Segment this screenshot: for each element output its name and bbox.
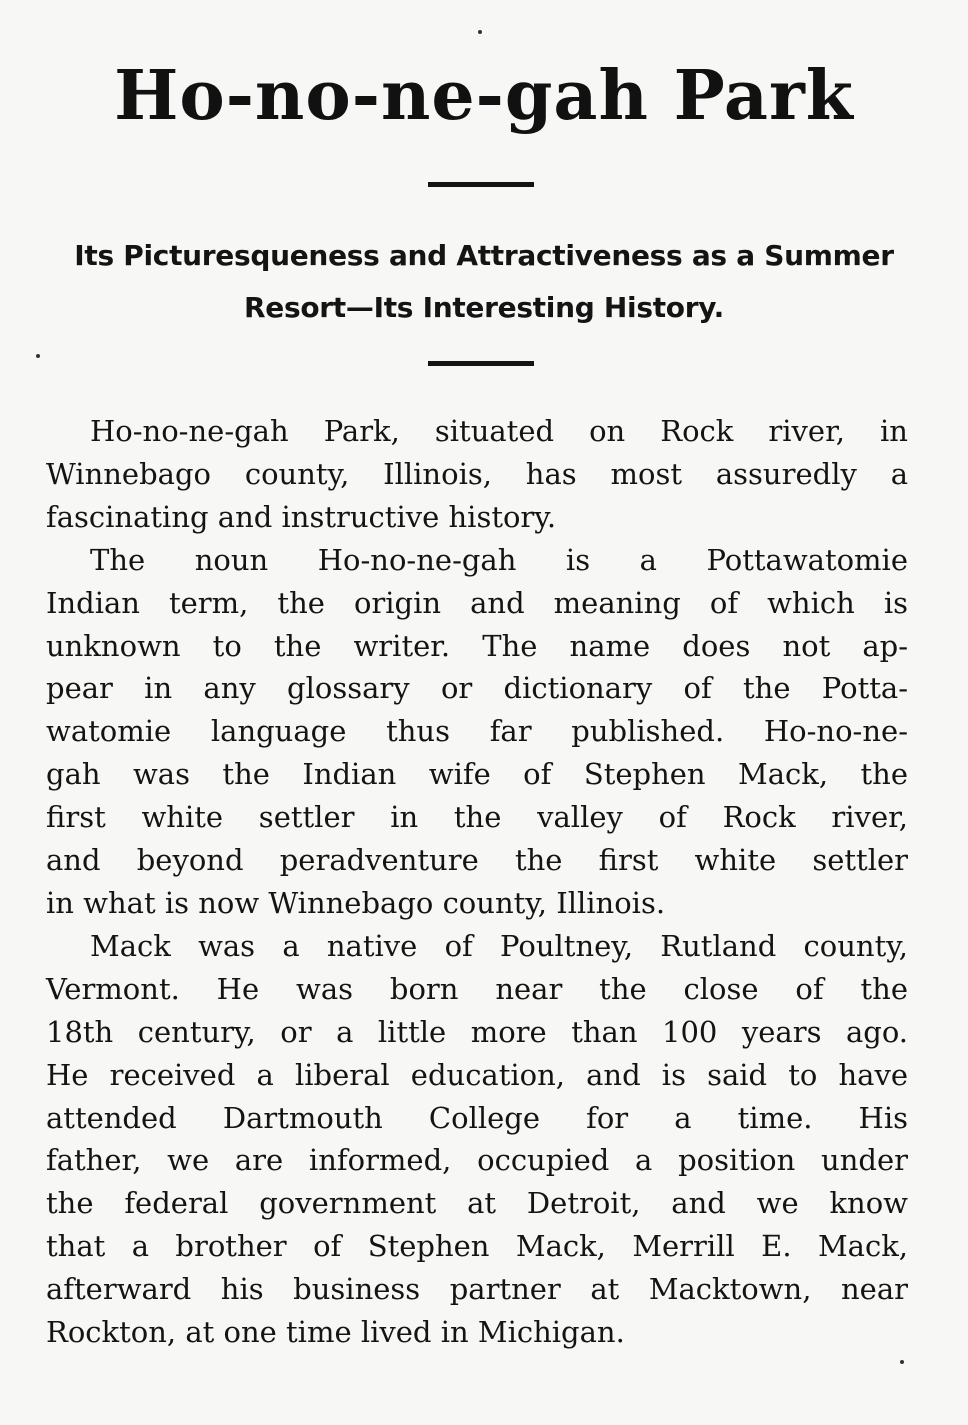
text-line: Mack was a native of Poultney, Rutland county, xyxy=(90,928,908,963)
text-line: in what is now Winnebago county, Illinois. xyxy=(46,885,666,920)
paragraph xyxy=(46,925,908,1354)
text-line: gah was the Indian wife of Stephen Mack, the xyxy=(46,757,908,792)
text-line: He received a liberal education, and is said to have xyxy=(46,1057,908,1092)
print-speck xyxy=(478,30,482,34)
text-line: father, we are informed, occupied a position under xyxy=(46,1143,908,1178)
text-line: Vermont. He was born near the close of the xyxy=(46,971,908,1006)
text-line: pear in any glossary or dictionary of the Potta- xyxy=(46,671,908,706)
text-line: Ho-no-ne-gah Park, situated on Rock river, in xyxy=(90,414,908,448)
text-line: Winnebago county, Illinois, has most assuredly a xyxy=(46,456,908,491)
text-line: fascinating and instructive history. xyxy=(46,499,557,534)
text-line: Indian term, the origin and meaning of which is xyxy=(46,585,908,620)
text-line: 18th century, or a little more than 100 years ago. xyxy=(46,1014,908,1049)
text-line: attended Dartmouth College for a time. His xyxy=(46,1100,908,1135)
paragraph xyxy=(46,410,908,539)
article-body xyxy=(46,410,908,1354)
text-line: watomie language thus far published. Ho-no-ne- xyxy=(46,714,908,749)
subtitle-line: Its Picturesqueness and Attractiveness as a Summer xyxy=(74,239,894,272)
text-line: The noun Ho-no-ne-gah is a Pottawatomie xyxy=(90,542,908,577)
title-divider-rule xyxy=(428,182,534,187)
text-line: first white settler in the valley of Rock river, xyxy=(46,800,908,835)
subtitle-divider-rule xyxy=(428,361,534,366)
text-line: Rockton, at one time lived in Michigan. xyxy=(46,1315,625,1350)
text-line: unknown to the writer. The name does not ap- xyxy=(46,628,908,663)
text-line: and beyond peradventure the first white settler xyxy=(46,843,908,878)
print-speck xyxy=(900,1360,904,1364)
text-line: the federal government at Detroit, and we know xyxy=(46,1186,908,1221)
paragraph xyxy=(46,539,908,925)
article-subtitle xyxy=(40,230,928,334)
text-line: afterward his business partner at Macktown, near xyxy=(46,1272,908,1307)
print-speck xyxy=(36,354,40,358)
text-line: that a brother of Stephen Mack, Merrill E. Mack, xyxy=(46,1229,908,1264)
subtitle-line: Resort—Its Interesting History. xyxy=(244,291,724,324)
article-title: Ho-no-ne-gah Park xyxy=(114,56,854,136)
